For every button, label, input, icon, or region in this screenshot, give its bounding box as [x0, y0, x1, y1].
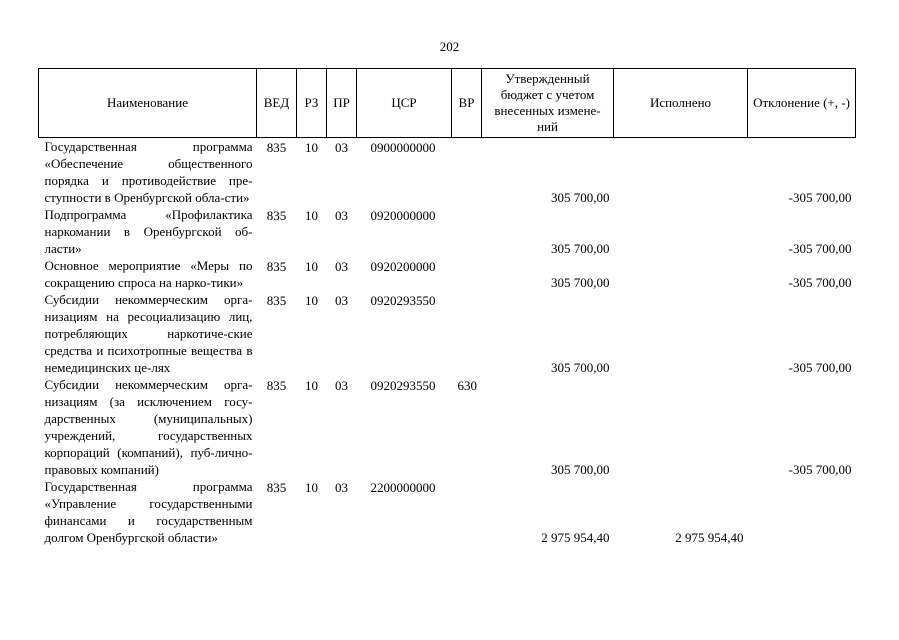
row-vr [452, 206, 482, 257]
header-deviation: Отклонение (+, -) [748, 69, 856, 138]
header-vr: ВР [452, 69, 482, 138]
row-executed [614, 206, 748, 257]
row-executed [614, 291, 748, 376]
table-row [39, 138, 856, 207]
row-approved: 305 700,00 [551, 462, 610, 477]
row-rz: 10 [305, 259, 318, 274]
row-csr: 0920000000 [370, 208, 436, 223]
row-name: Государственная программа «Управление государственными финансами и государственным долгом Оренбургской области» [44, 479, 253, 545]
row-csr: 0920293550 [370, 293, 436, 308]
row-ved: 835 [266, 378, 287, 393]
row-rz: 10 [305, 378, 318, 393]
header-rz: РЗ [297, 69, 327, 138]
row-deviation: -305 700,00 [788, 275, 852, 290]
row-vr [452, 478, 482, 546]
table-row [39, 257, 856, 291]
row-approved: 305 700,00 [551, 360, 610, 375]
row-approved: 305 700,00 [551, 275, 610, 290]
row-rz: 10 [305, 293, 318, 308]
table-row [39, 206, 856, 257]
row-executed [614, 138, 748, 207]
row-deviation [748, 478, 856, 546]
table-row [39, 291, 856, 376]
header-approved: Утвержденный бюджет с учетом внесенных измене-ний [482, 69, 614, 138]
table-header-row [39, 69, 856, 138]
row-rz: 10 [305, 208, 318, 223]
row-pr: 03 [335, 293, 348, 308]
row-ved: 835 [266, 480, 287, 495]
row-executed [614, 376, 748, 478]
row-rz: 10 [305, 140, 318, 155]
row-vr [452, 291, 482, 376]
row-approved: 305 700,00 [551, 241, 610, 256]
row-vr [452, 257, 482, 291]
row-vr [452, 138, 482, 207]
row-ved: 835 [266, 259, 287, 274]
header-ved: ВЕД [257, 69, 297, 138]
row-name: Субсидии некоммерческим орга-низациям на ресоциализацию лиц, потребляющих наркотиче-ские средства и психотропные вещества в немедицинских це-лях [44, 292, 253, 375]
row-approved: 2 975 954,40 [541, 530, 610, 545]
header-pr: ПР [327, 69, 357, 138]
row-deviation: -305 700,00 [788, 360, 852, 375]
row-ved: 835 [266, 140, 287, 155]
table-row [39, 376, 856, 478]
row-deviation: -305 700,00 [788, 462, 852, 477]
row-name: Субсидии некоммерческим орга-низациям (за исключением госу-дарственных (муниципальных) учреждений, государственных корпораций (компаний), пуб-лично-правовых компаний) [44, 377, 253, 477]
row-deviation: -305 700,00 [788, 241, 852, 256]
row-name: Государственная программа «Обеспечение общественного порядка и противодействие пре-ступности в Оренбургской обла-сти» [44, 139, 253, 205]
row-pr: 03 [335, 208, 348, 223]
row-csr: 2200000000 [370, 480, 436, 495]
page-number: 202 [439, 39, 460, 54]
row-pr: 03 [335, 259, 348, 274]
row-ved: 835 [266, 208, 287, 223]
row-name: Подпрограмма «Профилактика наркомании в Оренбургской об-ласти» [44, 207, 253, 256]
table-row [39, 478, 856, 546]
header-csr: ЦСР [357, 69, 452, 138]
row-name: Основное мероприятие «Меры по сокращению спроса на нарко-тики» [44, 258, 253, 290]
row-pr: 03 [335, 140, 348, 155]
row-rz: 10 [305, 480, 318, 495]
row-pr: 03 [335, 480, 348, 495]
row-deviation: -305 700,00 [788, 190, 852, 205]
header-name: Наименование [39, 69, 257, 138]
row-executed [614, 257, 748, 291]
row-ved: 835 [266, 293, 287, 308]
row-csr: 0920293550 [370, 378, 436, 393]
row-vr: 630 [457, 378, 477, 393]
row-csr: 0920200000 [370, 259, 436, 274]
row-csr: 0900000000 [370, 140, 436, 155]
header-executed: Исполнено [614, 69, 748, 138]
row-approved: 305 700,00 [551, 190, 610, 205]
row-pr: 03 [335, 378, 348, 393]
budget-table [38, 68, 856, 546]
row-executed: 2 975 954,40 [675, 530, 744, 545]
